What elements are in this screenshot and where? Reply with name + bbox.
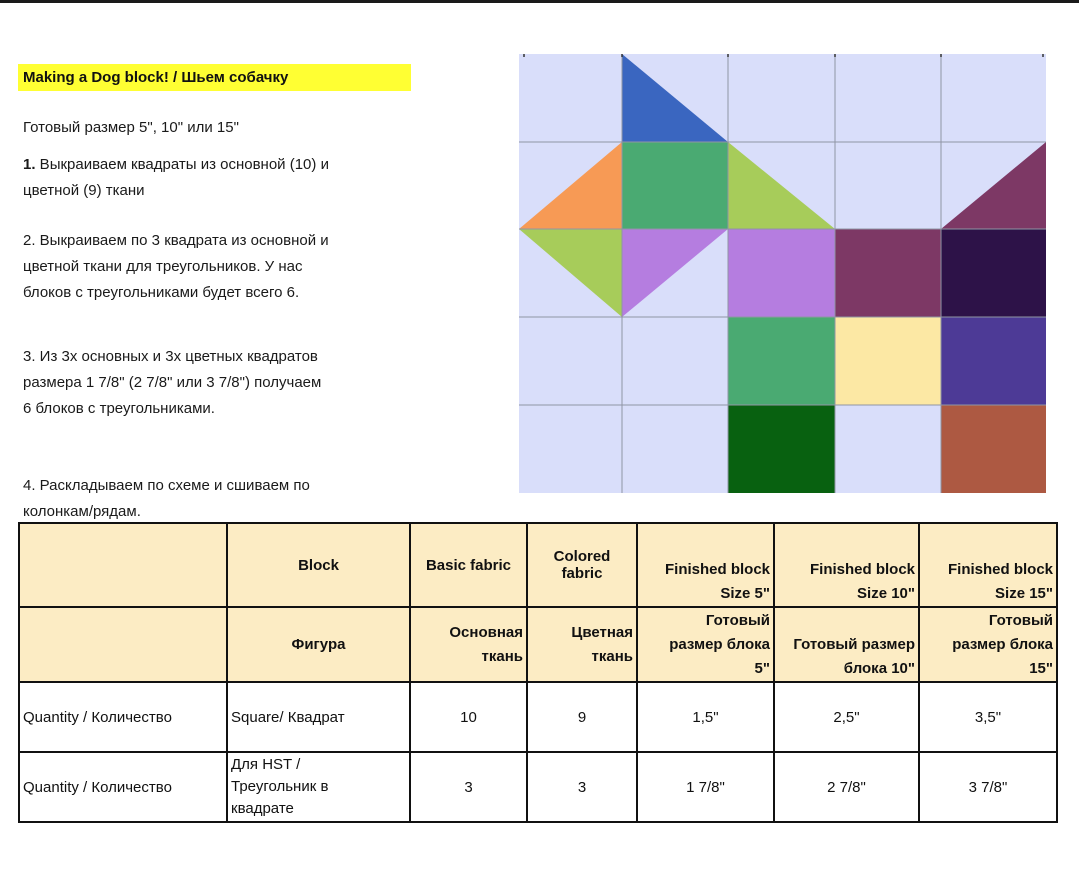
header-colored-ru-line-2: ткань	[591, 647, 633, 665]
leg-indigo-square	[941, 317, 1046, 405]
header-figure: Фигура	[227, 607, 410, 682]
header-ready-15-line-2: размер блока	[952, 635, 1053, 653]
header-ready-5-line-2: размер блока	[669, 635, 770, 653]
header-empty-cell	[19, 523, 227, 607]
table-row	[19, 752, 1057, 822]
body-purple-square	[728, 229, 835, 317]
step-1	[23, 152, 329, 204]
step-2-line-2: цветной ткани для треугольников. У нас	[23, 258, 303, 275]
header-ready-10-line-2: блока 10"	[843, 660, 915, 677]
step-3-line-1: 3. Из 3х основных и 3х цветных квадратов	[23, 348, 318, 365]
step-4-line-2: колонкам/рядам.	[23, 503, 141, 520]
step-1-number: 1.	[23, 156, 36, 173]
row-basic: 10	[410, 682, 527, 752]
header-ready-15-line-1: Готовый	[988, 611, 1053, 629]
table-header-english	[19, 523, 1057, 607]
header-ready-15-line-3: 15"	[1029, 659, 1053, 677]
table-row	[19, 682, 1057, 752]
header-finished-10-line-2: Size 10"	[857, 585, 915, 602]
row-colored: 3	[527, 752, 637, 822]
header-basic-ru-line-1: Основная	[449, 623, 523, 641]
step-2	[23, 228, 329, 306]
step-1-line-1: Выкраиваем квадраты из основной (10) и	[35, 156, 329, 173]
step-3	[23, 344, 321, 422]
header-ready-15	[919, 607, 1057, 682]
header-basic-ru-line-2: ткань	[481, 647, 523, 665]
header-colored-ru	[527, 607, 637, 682]
paw-dark-green-square	[728, 405, 835, 493]
header-block: Block	[227, 523, 410, 607]
row-size-15: 3 7/8"	[919, 752, 1057, 822]
step-3-line-3: 6 блоков с треугольниками.	[23, 400, 215, 417]
row-size-10: 2 7/8"	[774, 752, 919, 822]
paw-rust-square	[941, 405, 1046, 493]
row-size-5: 1,5"	[637, 682, 774, 752]
header-finished-15-line-2: Size 15"	[995, 585, 1053, 602]
body-dark-purple-square	[941, 229, 1046, 317]
row-block	[227, 752, 410, 822]
row-label: Quantity / Количество	[19, 752, 227, 822]
header-finished-5	[637, 523, 774, 607]
row-label: Quantity / Количество	[19, 682, 227, 752]
header-ready-10	[774, 607, 919, 682]
header-empty-cell-2	[19, 607, 227, 682]
header-colored-ru-line-1: Цветная	[571, 623, 633, 641]
header-basic-ru	[410, 607, 527, 682]
header-ready-5	[637, 607, 774, 682]
step-2-line-1: 2. Выкраиваем по 3 квадрата из основной и	[23, 232, 329, 249]
page-title: Making a Dog block! / Шьем собачку	[18, 64, 411, 91]
leg-green-square	[728, 317, 835, 405]
step-4	[23, 473, 310, 525]
header-colored-line-1: Colored	[553, 548, 611, 565]
row-size-10: 2,5"	[774, 682, 919, 752]
header-ready-10-line-1: Готовый размер	[793, 636, 915, 653]
row-basic: 3	[410, 752, 527, 822]
header-ready-5-line-3: 5"	[754, 659, 770, 677]
header-finished-15-line-1: Finished block	[947, 561, 1053, 578]
step-1-line-2: цветной (9) ткани	[23, 182, 145, 199]
header-finished-5-line-1: Finished block	[664, 561, 770, 578]
finished-size-text: Готовый размер 5", 10" или 15"	[23, 119, 239, 136]
step-4-line-1: 4. Раскладываем по схеме и сшиваем по	[23, 477, 310, 494]
step-3-line-2: размера 1 7/8" (2 7/8" или 3 7/8") получаем	[23, 374, 322, 391]
size-table	[18, 522, 1058, 823]
head-green-square	[622, 142, 728, 229]
header-finished-5-line-2: Size 5"	[720, 585, 770, 602]
row-block-line-3: квадрате	[231, 800, 294, 817]
header-finished-10-line-1: Finished block	[809, 561, 915, 578]
body-plum-square	[835, 229, 941, 317]
row-block: Square/ Квадрат	[227, 682, 410, 752]
header-ready-5-line-1: Готовый	[705, 611, 770, 629]
dog-block-diagram	[519, 54, 1046, 493]
belly-yellow-square	[835, 317, 941, 405]
row-block-line-2: Треугольник в	[231, 778, 329, 795]
row-colored: 9	[527, 682, 637, 752]
row-block-line-1: Для HST /	[231, 756, 301, 773]
header-colored-fabric	[527, 523, 637, 607]
step-2-line-3: блоков с треугольниками будет всего 6.	[23, 284, 300, 301]
table-header-russian	[19, 607, 1057, 682]
row-size-5: 1 7/8"	[637, 752, 774, 822]
row-size-15: 3,5"	[919, 682, 1057, 752]
header-finished-10	[774, 523, 919, 607]
header-colored-line-2: fabric	[561, 565, 603, 582]
header-basic-fabric: Basic fabric	[410, 523, 527, 607]
header-finished-15	[919, 523, 1057, 607]
top-border-line	[0, 0, 1079, 3]
